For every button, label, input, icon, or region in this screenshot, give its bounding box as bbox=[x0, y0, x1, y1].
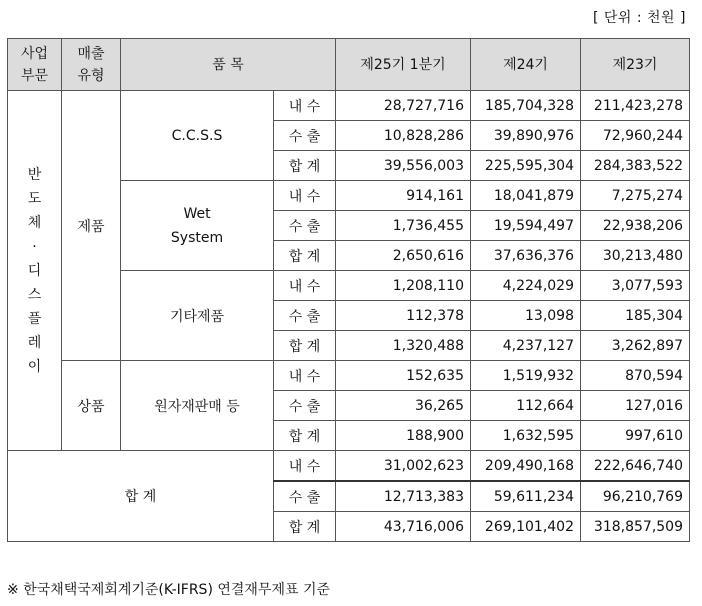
item-wet-system: Wet System bbox=[121, 181, 274, 271]
row-type: 합 계 bbox=[274, 331, 336, 361]
value-23: 185,304 bbox=[581, 301, 690, 331]
row-type: 내 수 bbox=[274, 451, 336, 482]
value-25q1: 28,727,716 bbox=[336, 91, 471, 121]
value-23: 284,383,522 bbox=[581, 151, 690, 181]
sales-type-goods: 상품 bbox=[62, 361, 121, 451]
value-25q1: 39,556,003 bbox=[336, 151, 471, 181]
value-24: 19,594,497 bbox=[471, 211, 581, 241]
value-25q1: 31,002,623 bbox=[336, 451, 471, 482]
value-24: 39,890,976 bbox=[471, 121, 581, 151]
value-23: 211,423,278 bbox=[581, 91, 690, 121]
header-period-24: 제24기 bbox=[471, 39, 581, 91]
row-type: 수 출 bbox=[274, 121, 336, 151]
value-24: 225,595,304 bbox=[471, 151, 581, 181]
value-23: 72,960,244 bbox=[581, 121, 690, 151]
header-item: 품 목 bbox=[121, 39, 336, 91]
row-type: 합 계 bbox=[274, 151, 336, 181]
value-24: 13,098 bbox=[471, 301, 581, 331]
value-24: 112,664 bbox=[471, 391, 581, 421]
value-23: 3,262,897 bbox=[581, 331, 690, 361]
table-row bbox=[8, 361, 690, 391]
item-ccss: C.C.S.S bbox=[121, 91, 274, 181]
value-23: 22,938,206 bbox=[581, 211, 690, 241]
value-25q1: 914,161 bbox=[336, 181, 471, 211]
value-25q1: 1,208,110 bbox=[336, 271, 471, 301]
value-23: 96,210,769 bbox=[581, 481, 690, 512]
row-type: 합 계 bbox=[274, 421, 336, 451]
value-25q1: 12,713,383 bbox=[336, 481, 471, 512]
grand-total-label: 합 계 bbox=[8, 451, 274, 542]
sales-type-product: 제품 bbox=[62, 91, 121, 361]
item-other-products: 기타제품 bbox=[121, 271, 274, 361]
value-24: 1,632,595 bbox=[471, 421, 581, 451]
value-24: 1,519,932 bbox=[471, 361, 581, 391]
value-25q1: 152,635 bbox=[336, 361, 471, 391]
segment-label: 반 도 체 · 디 스 플 레 이 bbox=[8, 91, 62, 451]
header-row bbox=[8, 39, 690, 91]
sales-table bbox=[7, 38, 690, 542]
table-row bbox=[8, 91, 690, 121]
value-25q1: 1,736,455 bbox=[336, 211, 471, 241]
value-24: 4,224,029 bbox=[471, 271, 581, 301]
value-23: 3,077,593 bbox=[581, 271, 690, 301]
row-type: 내 수 bbox=[274, 91, 336, 121]
value-24: 185,704,328 bbox=[471, 91, 581, 121]
header-sales-type: 매출 유형 bbox=[62, 39, 121, 91]
row-type: 수 출 bbox=[274, 481, 336, 512]
value-24: 269,101,402 bbox=[471, 512, 581, 542]
row-type: 합 계 bbox=[274, 512, 336, 542]
value-24: 18,041,879 bbox=[471, 181, 581, 211]
header-period-23: 제23기 bbox=[581, 39, 690, 91]
value-23: 997,610 bbox=[581, 421, 690, 451]
value-24: 209,490,168 bbox=[471, 451, 581, 482]
table-row bbox=[8, 451, 690, 482]
row-type: 내 수 bbox=[274, 181, 336, 211]
value-24: 37,636,376 bbox=[471, 241, 581, 271]
value-23: 318,857,509 bbox=[581, 512, 690, 542]
value-23: 222,646,740 bbox=[581, 451, 690, 482]
footnote: ※ 한국채택국제회계기준(K-IFRS) 연결재무제표 기준 bbox=[7, 582, 330, 598]
row-type: 수 출 bbox=[274, 391, 336, 421]
value-23: 30,213,480 bbox=[581, 241, 690, 271]
item-raw-materials: 원자재판매 등 bbox=[121, 361, 274, 451]
value-25q1: 2,650,616 bbox=[336, 241, 471, 271]
value-24: 4,237,127 bbox=[471, 331, 581, 361]
value-25q1: 10,828,286 bbox=[336, 121, 471, 151]
row-type: 내 수 bbox=[274, 271, 336, 301]
value-23: 870,594 bbox=[581, 361, 690, 391]
row-type: 합 계 bbox=[274, 241, 336, 271]
value-25q1: 1,320,488 bbox=[336, 331, 471, 361]
value-25q1: 36,265 bbox=[336, 391, 471, 421]
row-type: 수 출 bbox=[274, 301, 336, 331]
value-24: 59,611,234 bbox=[471, 481, 581, 512]
value-25q1: 112,378 bbox=[336, 301, 471, 331]
value-23: 7,275,274 bbox=[581, 181, 690, 211]
value-25q1: 188,900 bbox=[336, 421, 471, 451]
value-25q1: 43,716,006 bbox=[336, 512, 471, 542]
row-type: 수 출 bbox=[274, 211, 336, 241]
value-23: 127,016 bbox=[581, 391, 690, 421]
header-segment: 사업 부문 bbox=[8, 39, 62, 91]
row-type: 내 수 bbox=[274, 361, 336, 391]
unit-label: [ 단위 : 천원 ] bbox=[592, 10, 686, 26]
header-period-25q1: 제25기 1분기 bbox=[336, 39, 471, 91]
